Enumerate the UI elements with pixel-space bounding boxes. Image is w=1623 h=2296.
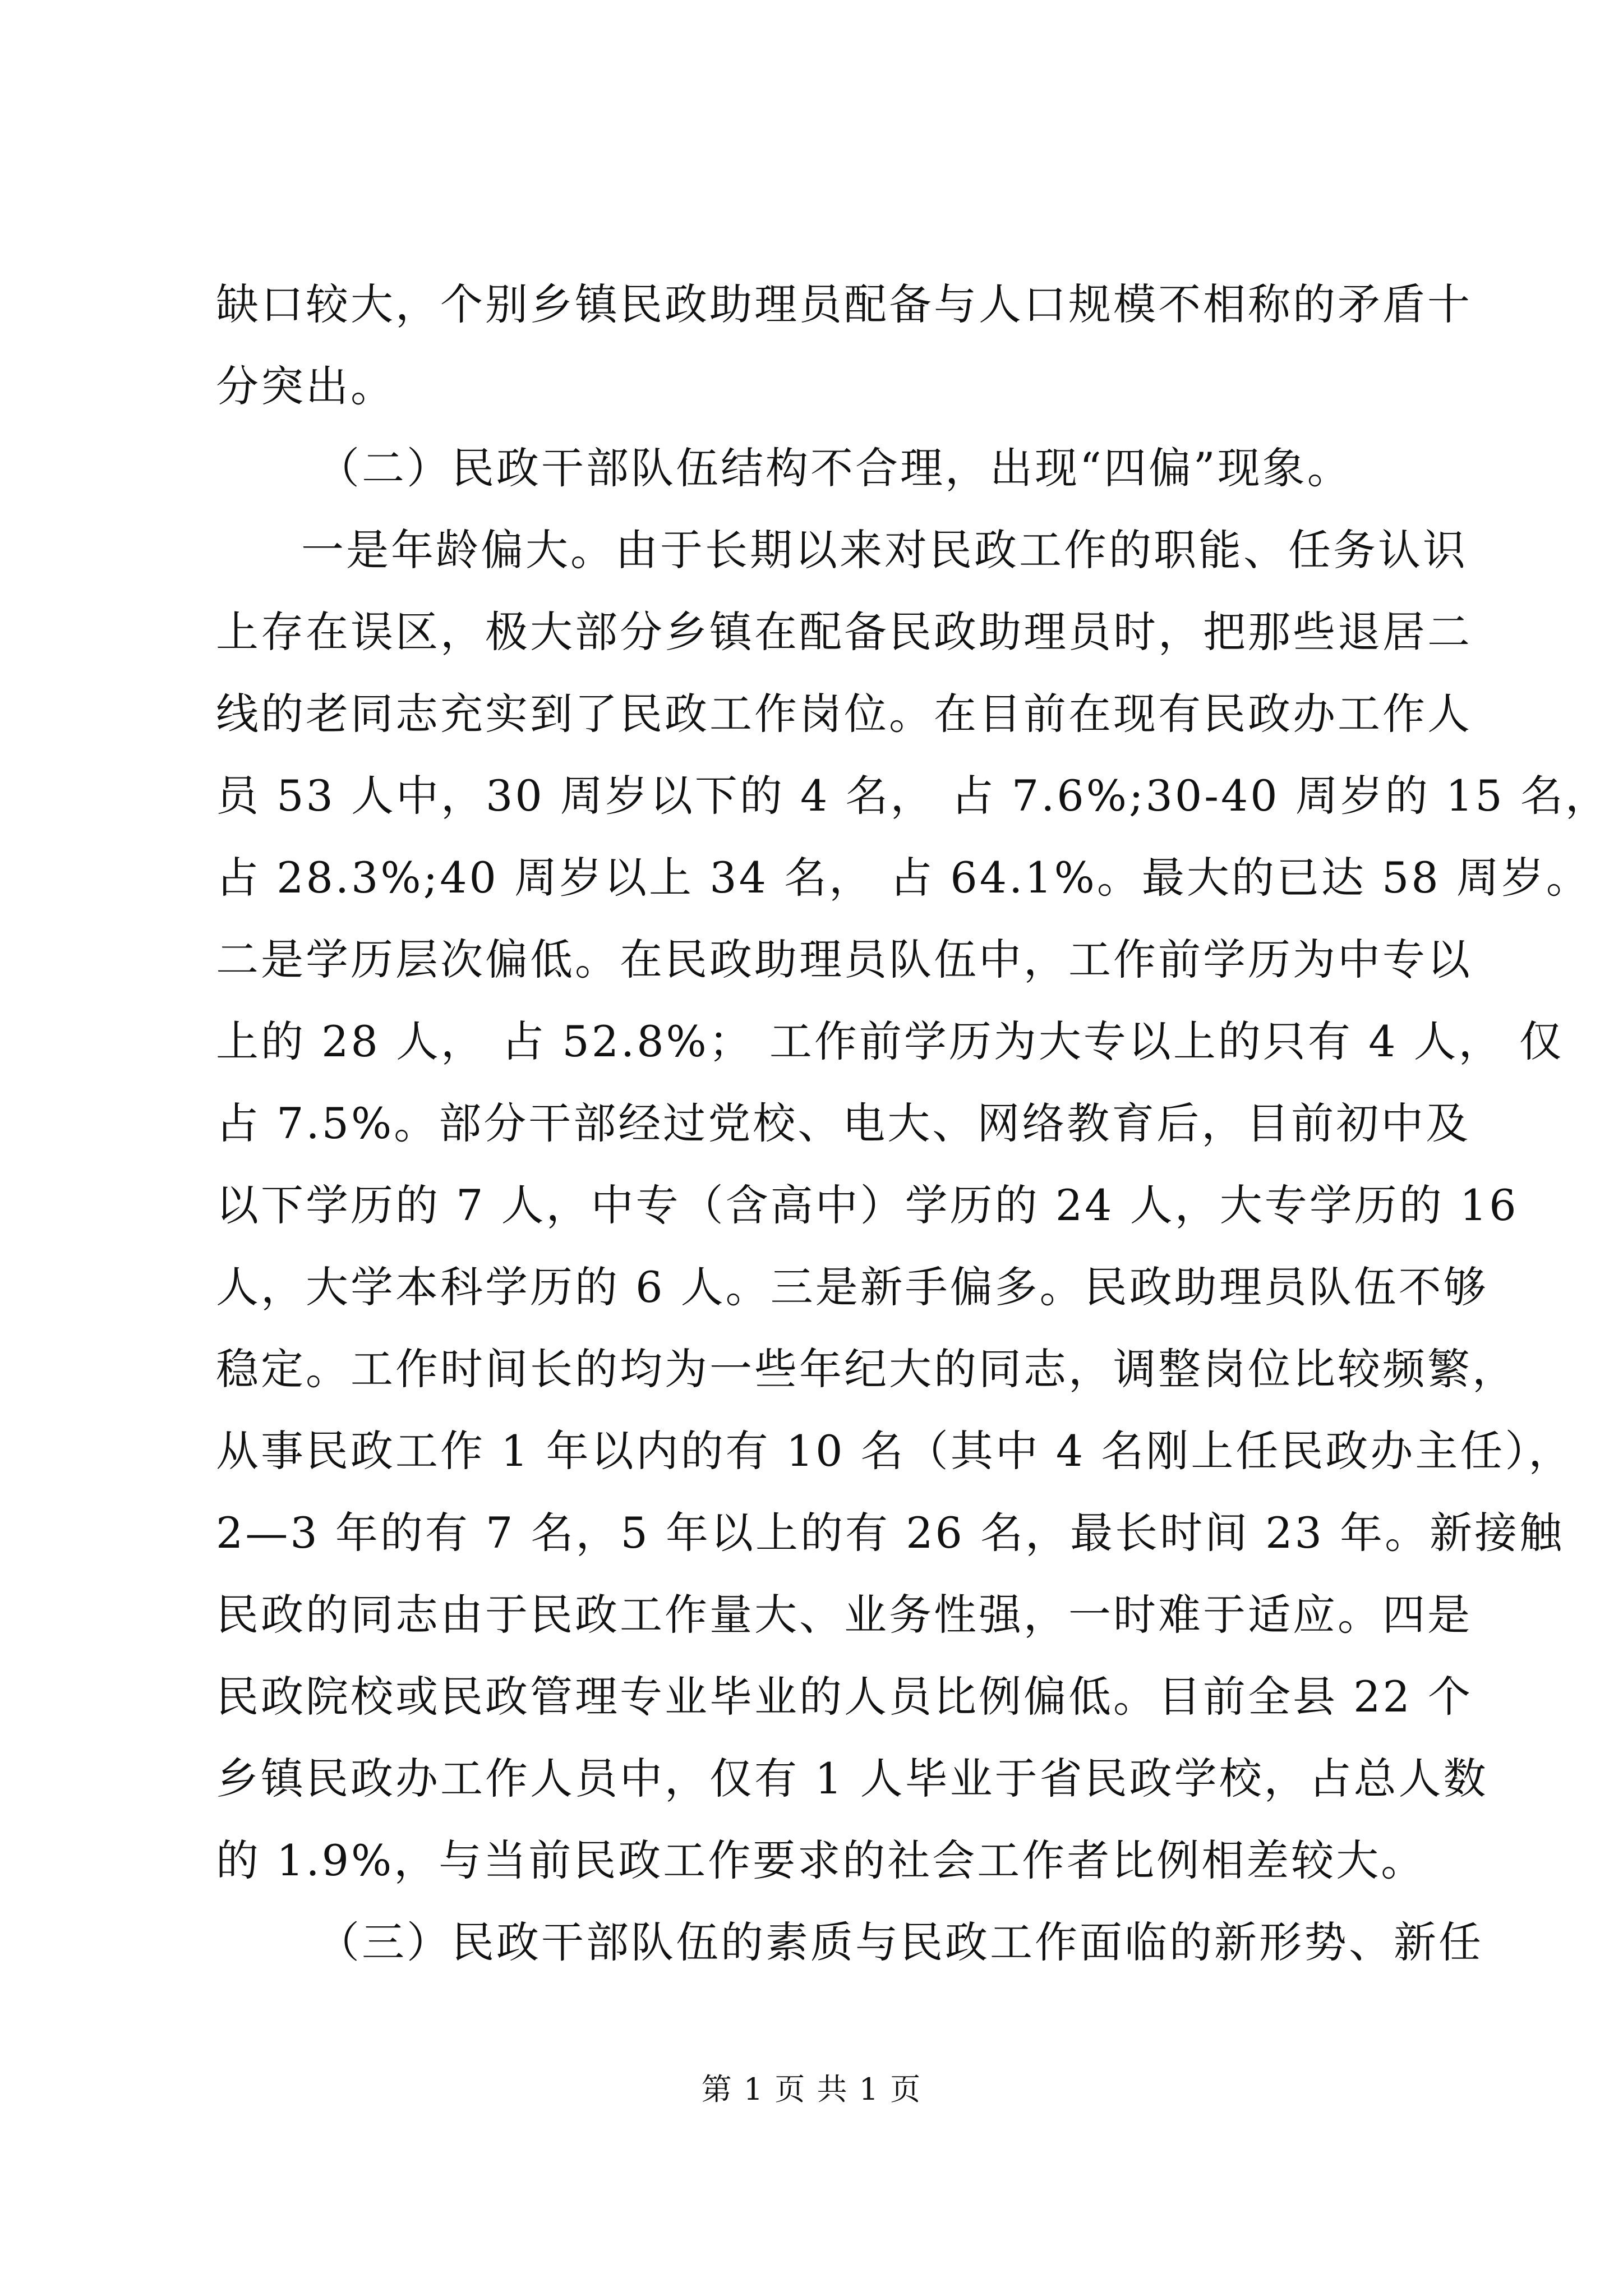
text-line: 民政院校或民政管理专业毕业的人员比例偏低。目前全县 22 个 [216,1672,1473,1722]
text-line: 上存在误区，极大部分乡镇在配备民政助理员时，把那些退居二 [216,607,1472,657]
text-line: 缺口较大，个别乡镇民政助理员配备与人口规模不相称的矛盾十 [216,279,1472,329]
page-footer: 第 1 页 共 1 页 [701,2072,922,2107]
text-line: 2—3 年的有 7 名，5 年以上的有 26 名，最长时间 23 年。新接触 [216,1508,1565,1558]
text-line: 以下学历的 7 人，中专（含高中）学历的 24 人，大专学历的 16 [216,1180,1519,1230]
text-line: 的 1.9%，与当前民政工作要求的社会工作者比例相差较大。 [216,1835,1426,1885]
text-line: 一是年龄偏大。由于长期以来对民政工作的职能、任务认识 [301,525,1468,575]
text-line: 乡镇民政办工作人员中，仅有 1 人毕业于省民政学校，占总人数 [216,1754,1488,1803]
text-line: 员 53 人中，30 周岁以下的 4 名， 占 7.6%;30-40 周岁的 15 名， [216,771,1610,821]
text-line: 占 28.3%;40 周岁以上 34 名， 占 64.1%。最大的已达 58 周岁。 [216,853,1591,903]
text-line: 分突出。 [216,361,395,411]
text-line: 二是学历层次偏低。在民政助理员队伍中，工作前学历为中专以 [216,935,1472,984]
text-line: 稳定。工作时间长的均为一些年纪大的同志，调整岗位比较频繁， [216,1344,1517,1394]
text-line: 人，大学本科学历的 6 人。三是新手偏多。民政助理员队伍不够 [216,1262,1488,1312]
section-heading: （二）民政干部队伍结构不合理，出现“四偏”现象。 [317,443,1352,493]
section-heading: （三）民政干部队伍的素质与民政工作面临的新形势、新任 [317,1917,1483,1967]
text-line: 占 7.5%。部分干部经过党校、电大、网络教育后，目前初中及 [216,1098,1471,1148]
text-line: 民政的同志由于民政工作量大、业务性强，一时难于适应。四是 [216,1590,1472,1640]
text-line: 上的 28 人， 占 52.8%； 工作前学历为大专以上的只有 4 人， 仅 [216,1016,1564,1066]
document-body [216,264,1610,1984]
text-line: 从事民政工作 1 年以内的有 10 名（其中 4 名刚上任民政办主任）， [216,1426,1574,1476]
text-line: 线的老同志充实到了民政工作岗位。在目前在现有民政办工作人 [216,689,1472,739]
